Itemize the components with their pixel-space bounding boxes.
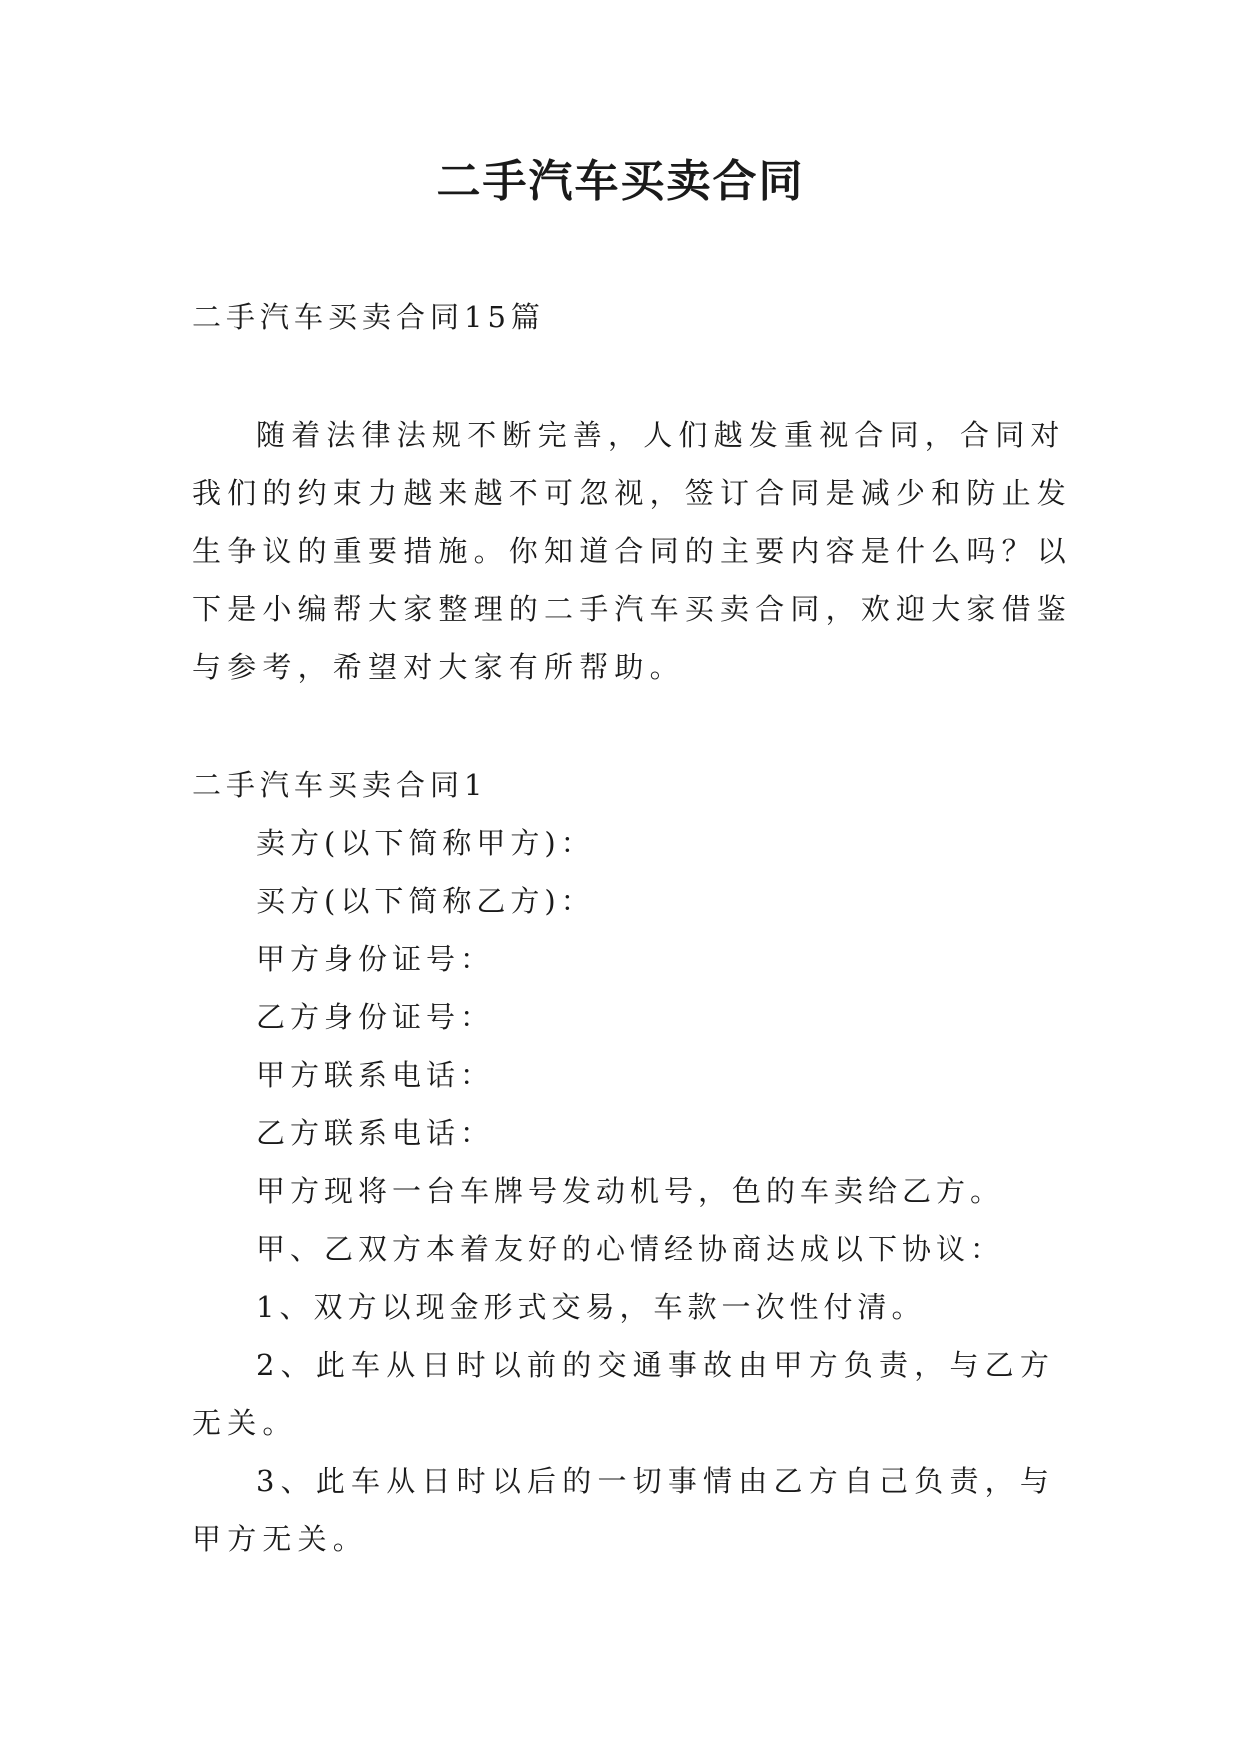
contract-clause-3: 3、此车从日时以后的一切事情由乙方自己负责，与甲方无关。	[192, 1464, 1056, 1556]
contract-line-vehicle: 甲方现将一台车牌号发动机号，色的车卖给乙方。	[256, 1174, 1005, 1208]
contract-line-seller: 卖方(以下简称甲方)：	[256, 826, 595, 860]
contract-line-seller-id: 甲方身份证号：	[256, 942, 495, 976]
contract-line-buyer-id: 乙方身份证号：	[256, 1000, 495, 1034]
contract-line-agreement: 甲、乙双方本着友好的心情经协商达成以下协议：	[256, 1232, 1005, 1266]
document-subtitle: 二手汽车买卖合同15篇	[192, 300, 545, 334]
document-title: 二手汽车买卖合同	[436, 156, 805, 207]
contract-line-seller-phone: 甲方联系电话：	[256, 1058, 495, 1092]
contract-line-buyer-phone: 乙方联系电话：	[256, 1116, 495, 1150]
contract-line-buyer: 买方(以下简称乙方)：	[256, 884, 595, 918]
contract-clause-2: 2、此车从日时以前的交通事故由甲方负责，与乙方无关。	[192, 1348, 1056, 1440]
section-heading: 二手汽车买卖合同1	[192, 768, 488, 802]
intro-paragraph: 随着法律法规不断完善，人们越发重视合同，合同对我们的约束力越来越不可忽视，签订合同是减少和防止发生争议的重要措施。你知道合同的主要内容是什么吗？以下是小编帮大家整理的二手汽车买卖合同，欢迎大家借鉴与参考，希望对大家有所帮助。	[192, 418, 1073, 684]
contract-clause-1: 1、双方以现金形式交易，车款一次性付清。	[256, 1290, 926, 1324]
contract-lines	[192, 814, 1072, 1568]
